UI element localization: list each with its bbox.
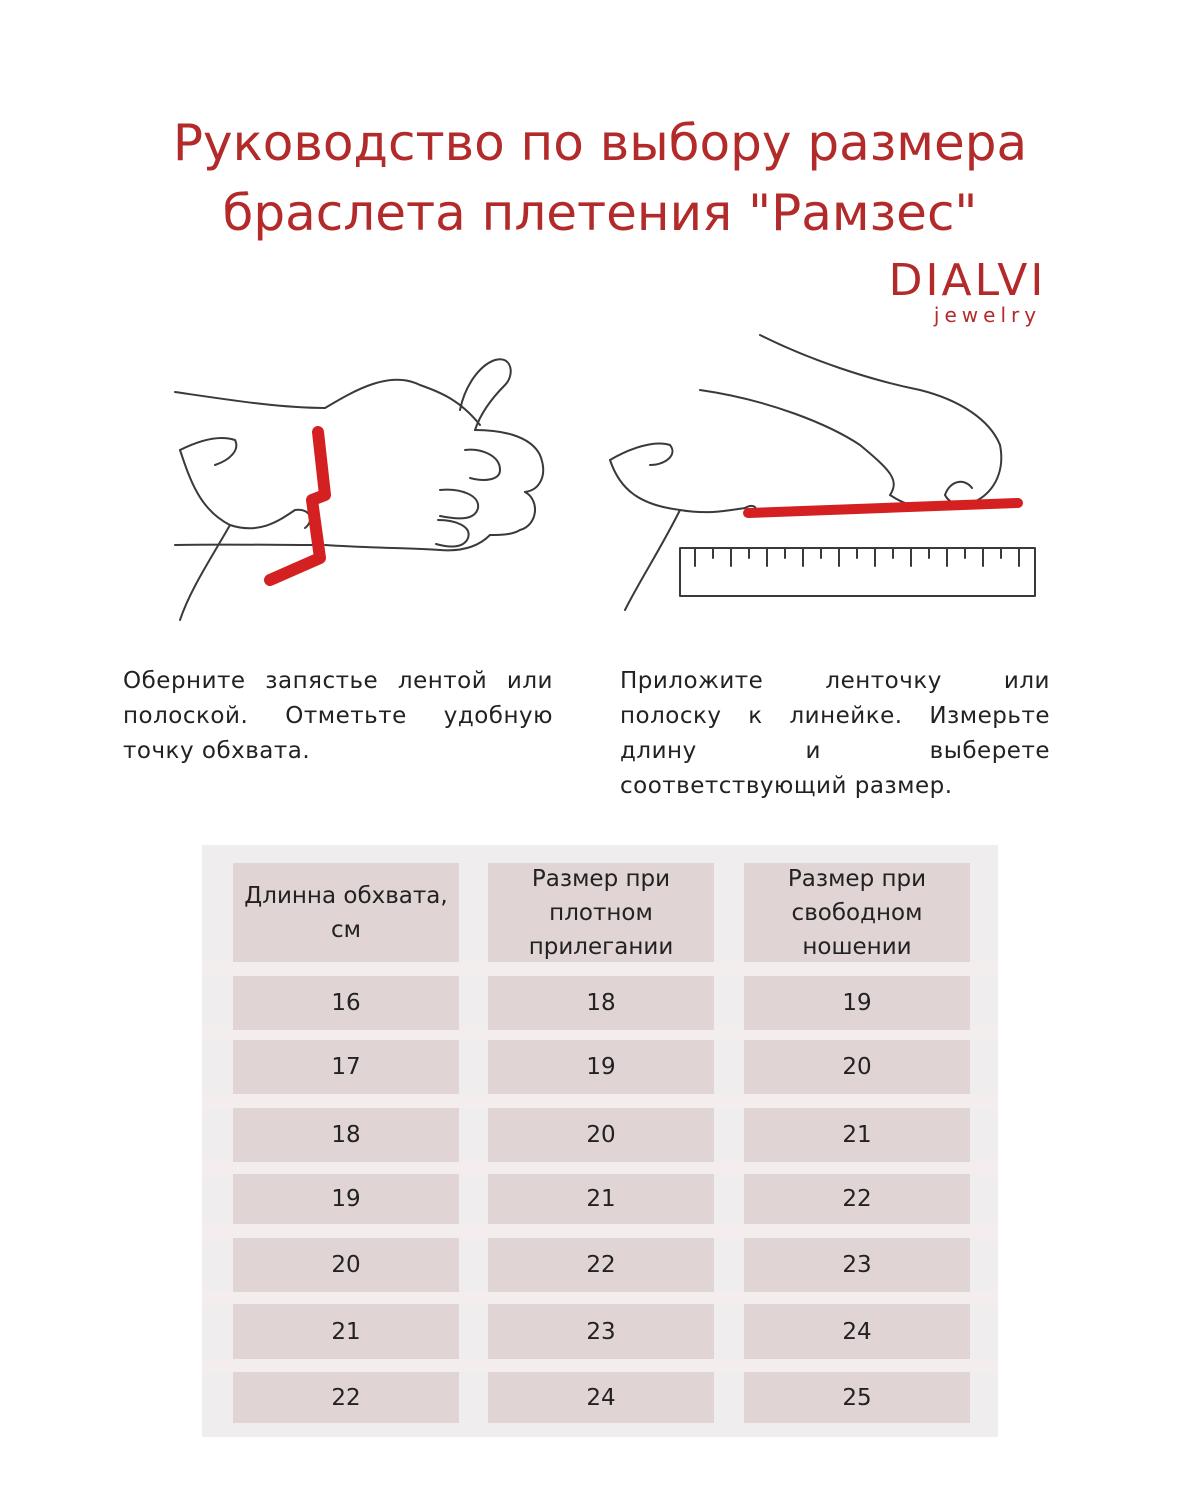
measuring-palm	[180, 450, 295, 528]
table-cell: 23	[488, 1304, 714, 1359]
table-cell: 20	[744, 1040, 970, 1094]
ruler-ticks	[695, 548, 1019, 566]
table-cell: 16	[233, 976, 459, 1030]
upper-arm-outline	[760, 335, 1000, 445]
measuring-tape	[748, 503, 1018, 513]
table-cell: 23	[744, 1238, 970, 1292]
finger-3	[436, 520, 469, 546]
header-loose-fit: Размер при свободном ношении	[744, 863, 970, 962]
forearm-outline	[700, 390, 894, 495]
pinching-finger	[945, 482, 972, 495]
table-cell: 19	[488, 1040, 714, 1094]
table-cell: 22	[233, 1372, 459, 1423]
left-thumb	[610, 443, 672, 465]
hand-back	[325, 380, 480, 425]
table-cell: 19	[744, 976, 970, 1030]
table-cell: 19	[233, 1174, 459, 1224]
table-cell: 21	[744, 1108, 970, 1162]
table-cell: 25	[744, 1372, 970, 1423]
measuring-tape	[270, 432, 325, 580]
ruler-measure-illustration	[600, 330, 1070, 640]
thumb	[460, 359, 511, 430]
fist-top	[475, 430, 543, 492]
table-cell: 24	[488, 1372, 714, 1423]
fist-knuckles	[490, 492, 535, 535]
header-tight-fit: Размер при плотном прилегании	[488, 863, 714, 962]
table-cell: 18	[233, 1108, 459, 1162]
table-cell: 22	[744, 1174, 970, 1224]
size-table	[202, 845, 998, 1437]
table-cell: 22	[488, 1238, 714, 1292]
table-cell: 21	[488, 1174, 714, 1224]
instruction-measure: Приложите ленточку или полоску к линейке. Измерьте длину и выберете соответствующий размер.	[620, 668, 1050, 799]
title-line-1: Руководство по выбору размера	[172, 114, 1028, 172]
table-cell: 21	[233, 1304, 459, 1359]
measuring-thumb	[180, 438, 236, 465]
table-cell: 24	[744, 1304, 970, 1359]
header-circumference: Длинна обхвата, см	[233, 863, 459, 962]
instruction-wrap: Оберните запястье лентой или полоской. Отметьте удобную точку обхвата.	[123, 668, 553, 764]
table-cell: 20	[233, 1238, 459, 1292]
brand-logo	[860, 255, 1075, 327]
measuring-wrist	[180, 525, 230, 620]
left-palm	[610, 460, 745, 512]
table-cell: 20	[488, 1108, 714, 1162]
wrist-wrap-illustration	[120, 330, 560, 640]
page-title	[0, 108, 1200, 248]
table-cell: 18	[488, 976, 714, 1030]
finger-2	[440, 490, 478, 519]
left-wrist	[625, 510, 680, 610]
finger-1	[465, 450, 500, 480]
pinching-hand	[945, 445, 1001, 505]
table-cell: 17	[233, 1040, 459, 1094]
brand-name: DIALVI	[888, 255, 1047, 306]
arm-outline-top	[175, 392, 325, 408]
brand-subtitle: jewelry	[933, 303, 1042, 327]
title-line-2: браслета плетения "Рамзес"	[222, 184, 978, 242]
